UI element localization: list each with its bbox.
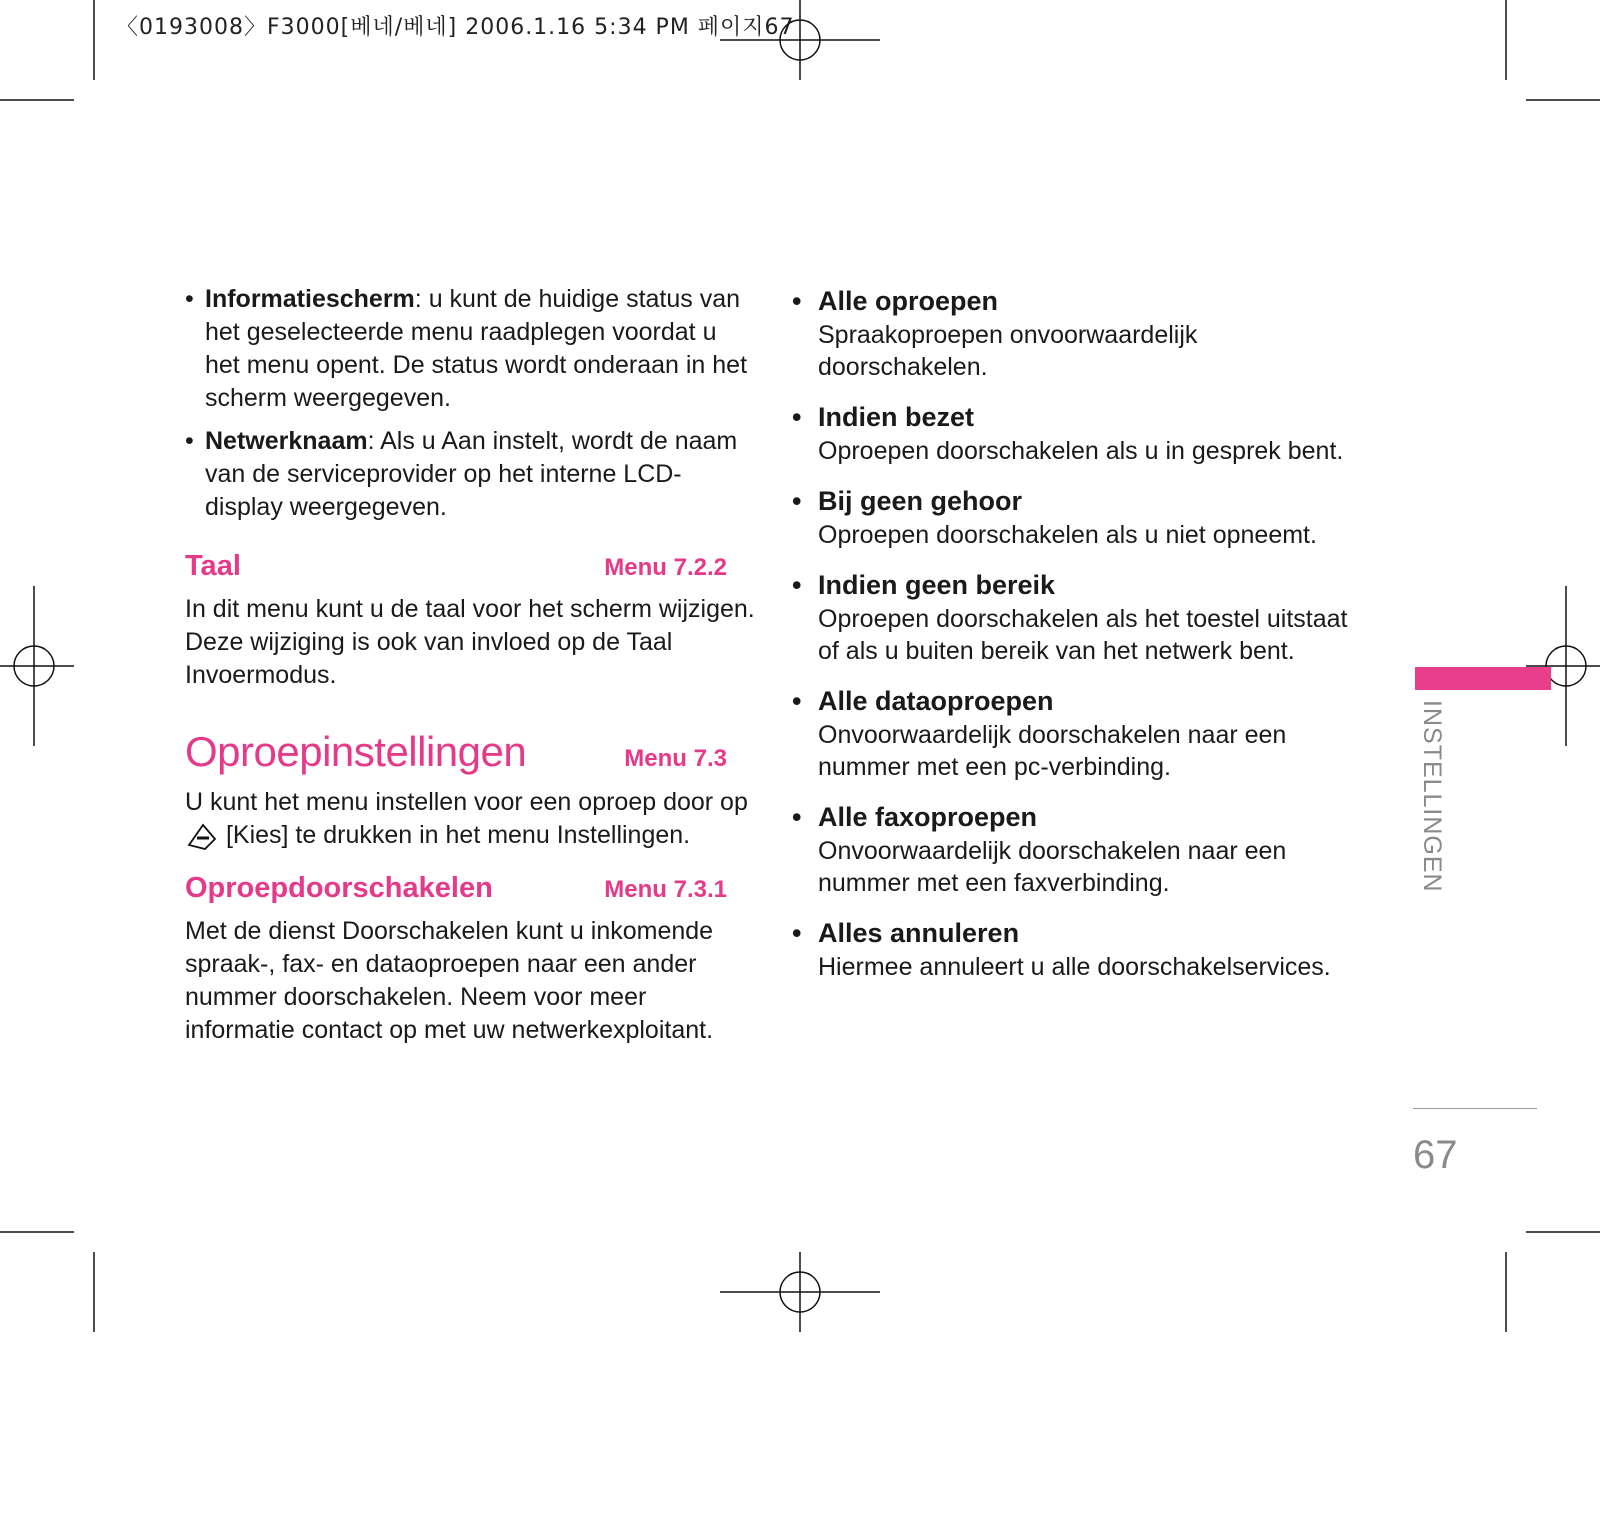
section-text [185,786,755,852]
bullet-icon: • [792,286,802,316]
item-title: Indien geen bereik [818,570,1056,600]
item-description: Oproepen doorschakelen als u niet opneemt. [818,521,1317,549]
item-description: Onvoorwaardelijk doorschakelen naar een nummer met een pc-verbinding. [818,721,1287,781]
bullet-icon: • [185,285,194,313]
page-number-rule [1413,1108,1537,1109]
side-tab-label: INSTELLINGEN [1418,700,1446,893]
bullet-icon: • [792,486,802,516]
item-title: Alle faxoproepen [818,802,1038,832]
menu-reference: Menu 7.3.1 [604,876,727,903]
list-item [792,483,1352,551]
bullet-icon: • [185,427,194,455]
list-item [792,283,1352,383]
bullet-icon: • [792,802,802,832]
section-title: Oproepdoorschakelen [185,872,493,904]
item-title: Alles annuleren [818,918,1020,948]
bullet-term: Informatiescherm [205,285,415,313]
bullet-icon: • [792,686,802,716]
bullet-icon: • [792,570,802,600]
right-column [792,283,1352,999]
item-description: Oproepen doorschakelen als het toestel uitstaat of als u buiten bereik van het netwerk bent. [818,605,1348,665]
bullet-icon: • [792,918,802,948]
list-item [185,425,755,524]
left-column [185,283,755,1047]
list-item [792,567,1352,667]
item-description: Oproepen doorschakelen als u in gesprek bent. [818,437,1344,465]
list-item [792,915,1352,983]
item-description: Spraakoproepen onvoorwaardelijk doorschakelen. [818,321,1198,381]
text-after-icon: [Kies] te drukken in het menu Instellingen. [225,821,691,849]
menu-reference: Menu 7.3 [624,745,727,772]
bullet-term: Netwerknaam [205,427,368,455]
bullet-text: : Als u Aan instelt, wordt de naam van de serviceprovider op het interne LCD-display weergegeven. [205,427,738,521]
list-item [185,283,755,415]
side-tab-bar [1415,667,1551,690]
print-header: 〈0193008〉F3000[베네/베네] 2006.1.16 5:34 PM 페이지67 [116,15,795,40]
item-title: Indien bezet [818,402,975,432]
section-heading-taal [185,550,755,583]
section-text: Met de dienst Doorschakelen kunt u inkomende spraak-, fax- en dataoproepen naar een ander nummer doorschakelen. Neem voor meer informatie contact op met uw netwerkexploitant. [185,917,714,1044]
item-title: Alle oproepen [818,286,999,316]
page-title [185,728,755,776]
item-description: Hiermee annuleert u alle doorschakelservices. [818,953,1331,981]
bullet-text: : u kunt de huidige status van het geselecteerde menu raadplegen voordat u het menu opent. De status wordt onderaan in het scherm weergegeven. [205,285,748,412]
item-title: Bij geen gehoor [818,486,1023,516]
list-item [792,683,1352,783]
menu-reference: Menu 7.2.2 [604,554,727,581]
page-title-text: Oproepinstellingen [185,728,527,775]
page-number: 67 [1413,1133,1458,1177]
bullet-icon: • [792,402,802,432]
select-softkey-icon [185,821,219,851]
list-item [792,799,1352,899]
item-description: Onvoorwaardelijk doorschakelen naar een nummer met een faxverbinding. [818,837,1287,897]
list-item [792,399,1352,467]
section-title: Taal [185,550,241,582]
section-heading-oproepdoorschakelen [185,872,755,905]
section-text: In dit menu kunt u de taal voor het scherm wijzigen. Deze wijziging is ook van invloed op de Taal Invoermodus. [185,595,755,689]
text-before-icon: U kunt het menu instellen voor een oproep door op [185,788,748,816]
item-title: Alle dataoproepen [818,686,1054,716]
